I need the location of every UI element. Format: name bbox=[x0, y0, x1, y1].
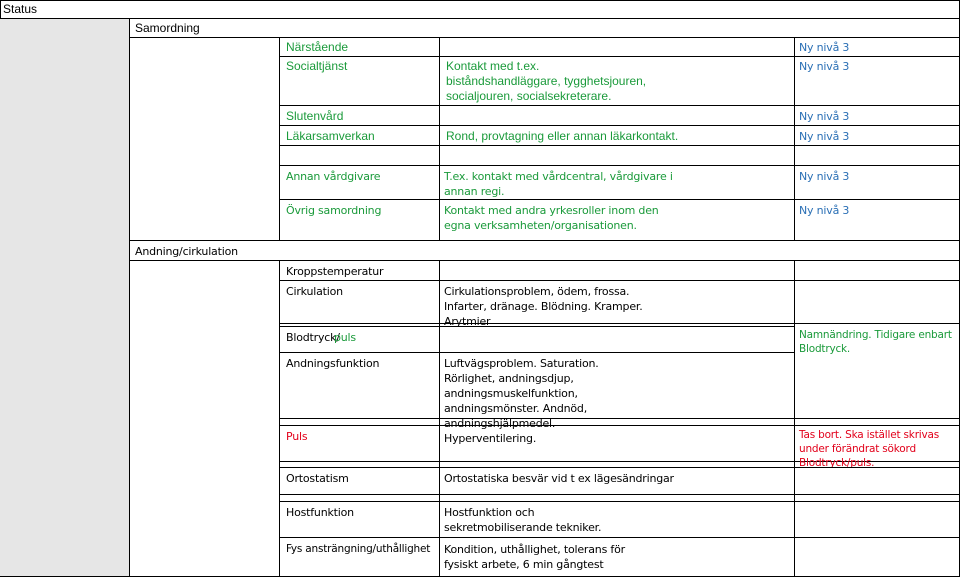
row-desc: Luftvägsproblem. Saturation. Rörlighet, andningsdjup, andningsmuskelfunktion, andningsmönster. Andnöd, andningshjälpmedel. Hyperventilering. bbox=[444, 357, 599, 445]
spacer-row bbox=[440, 495, 795, 502]
spacer-row bbox=[280, 495, 440, 502]
andning-row bbox=[280, 261, 440, 281]
andning-row bbox=[280, 538, 440, 577]
row-status-cell bbox=[795, 324, 960, 358]
row-desc: T.ex. kontakt med vårdcentral, vårdgivare i annan regi. bbox=[444, 170, 673, 198]
spacer-row bbox=[440, 419, 795, 426]
andning-row bbox=[280, 327, 440, 353]
row-name: Ortostatism bbox=[286, 472, 349, 485]
row-name-b: puls bbox=[334, 331, 356, 344]
row-status-cell bbox=[795, 38, 960, 57]
andning-row bbox=[280, 426, 440, 462]
row-desc: Cirkulationsproblem, ödem, frossa. Infarter, dränage. Blödning. Kramper. Arytmier bbox=[444, 285, 643, 328]
samordning-header: Samordning bbox=[135, 21, 200, 35]
spacer-row bbox=[795, 146, 960, 166]
row-desc-cell bbox=[440, 353, 795, 445]
row-name: Puls bbox=[286, 430, 308, 443]
row-status: Ny nivå 3 bbox=[799, 41, 850, 54]
row-status-cell bbox=[795, 200, 960, 241]
samordning-row bbox=[280, 57, 440, 106]
row-status: Ny nivå 3 bbox=[799, 60, 850, 73]
samordning-row bbox=[280, 166, 440, 200]
section-indent bbox=[130, 38, 280, 241]
row-name: Övrig samordning bbox=[286, 204, 382, 217]
row-name-a: Blodtryck/ bbox=[286, 331, 340, 344]
samordning-row bbox=[280, 106, 440, 126]
row-status-cell bbox=[795, 468, 960, 495]
spacer-row bbox=[280, 146, 440, 166]
andning-row bbox=[280, 281, 440, 324]
samordning-header-cell bbox=[130, 19, 960, 38]
section-indent bbox=[130, 261, 280, 577]
row-status: Ny nivå 3 bbox=[799, 204, 850, 217]
samordning-row bbox=[280, 200, 440, 241]
row-status-cell bbox=[795, 281, 960, 324]
row-desc: Kontakt med andra yrkesroller inom den egna verksamheten/organisationen. bbox=[444, 204, 659, 232]
row-desc: Hostfunktion och sekretmobiliserande tekniker. bbox=[444, 506, 602, 534]
row-status-cell bbox=[795, 502, 960, 538]
row-name: Annan vårdgivare bbox=[286, 170, 381, 183]
row-name: Kroppstemperatur bbox=[286, 265, 384, 278]
row-name: Läkarsamverkan bbox=[286, 129, 375, 143]
row-desc-cell bbox=[440, 38, 795, 57]
row-name: Cirkulation bbox=[286, 285, 343, 298]
row-desc-cell bbox=[440, 200, 795, 241]
andning-row bbox=[280, 502, 440, 538]
row-desc-cell bbox=[440, 166, 795, 200]
row-status-cell bbox=[795, 57, 960, 106]
row-status: Ny nivå 3 bbox=[799, 170, 850, 183]
spacer-row bbox=[440, 146, 795, 166]
row-desc-cell bbox=[440, 261, 795, 281]
row-desc-cell bbox=[440, 281, 795, 328]
spacer-row bbox=[795, 419, 960, 426]
samordning-row bbox=[280, 38, 440, 57]
row-status-cell bbox=[795, 166, 960, 200]
row-status-cell bbox=[795, 106, 960, 126]
row-desc-cell bbox=[440, 57, 795, 106]
row-desc-cell bbox=[440, 538, 795, 577]
andning-row bbox=[280, 353, 440, 419]
spacer-row bbox=[280, 419, 440, 426]
row-name: Socialtjänst bbox=[286, 59, 348, 73]
row-status: Tas bort. Ska istället skrivas under förändrat sökord Blodtryck/puls. bbox=[799, 429, 940, 469]
row-status-cell bbox=[795, 261, 960, 281]
left-margin-column bbox=[0, 19, 130, 577]
row-name: Fys ansträngning/uthållighet bbox=[286, 543, 431, 555]
row-status-cell bbox=[795, 538, 960, 577]
row-desc: Kondition, uthållighet, tolerans för fysiskt arbete, 6 min gångtest bbox=[444, 543, 625, 571]
status-header: Status bbox=[3, 2, 38, 16]
row-name: Hostfunktion bbox=[286, 506, 354, 519]
row-desc-cell bbox=[440, 426, 795, 462]
spacer-row bbox=[795, 495, 960, 502]
andning-row bbox=[280, 468, 440, 495]
andning-header-cell bbox=[130, 241, 960, 261]
status-header-cell bbox=[0, 0, 960, 19]
samordning-row bbox=[280, 126, 440, 146]
row-desc-cell bbox=[440, 126, 795, 146]
row-status-cell bbox=[795, 358, 960, 419]
row-desc: Kontakt med t.ex. biståndshandläggare, tygghetsjouren, socialjouren, socialsekreterare. bbox=[446, 59, 647, 103]
row-status-cell bbox=[795, 426, 960, 469]
row-desc-cell bbox=[440, 106, 795, 126]
andning-header: Andning/cirkulation bbox=[135, 245, 238, 258]
row-desc-cell bbox=[440, 327, 795, 353]
row-status: Ny nivå 3 bbox=[799, 130, 850, 143]
row-name: Andningsfunktion bbox=[286, 357, 380, 370]
row-status: Ny nivå 3 bbox=[799, 110, 850, 123]
row-desc-cell bbox=[440, 502, 795, 538]
row-status-cell bbox=[795, 126, 960, 146]
row-status: Namnändring. Tidigare enbart Blodtryck. bbox=[799, 329, 952, 355]
row-desc: Ortostatiska besvär vid t ex lägesändringar bbox=[444, 472, 674, 485]
row-desc: Rond, provtagning eller annan läkarkontakt. bbox=[446, 129, 679, 143]
row-desc-cell bbox=[440, 468, 795, 495]
row-name: Närstående bbox=[286, 40, 349, 54]
row-name: Slutenvård bbox=[286, 109, 344, 123]
